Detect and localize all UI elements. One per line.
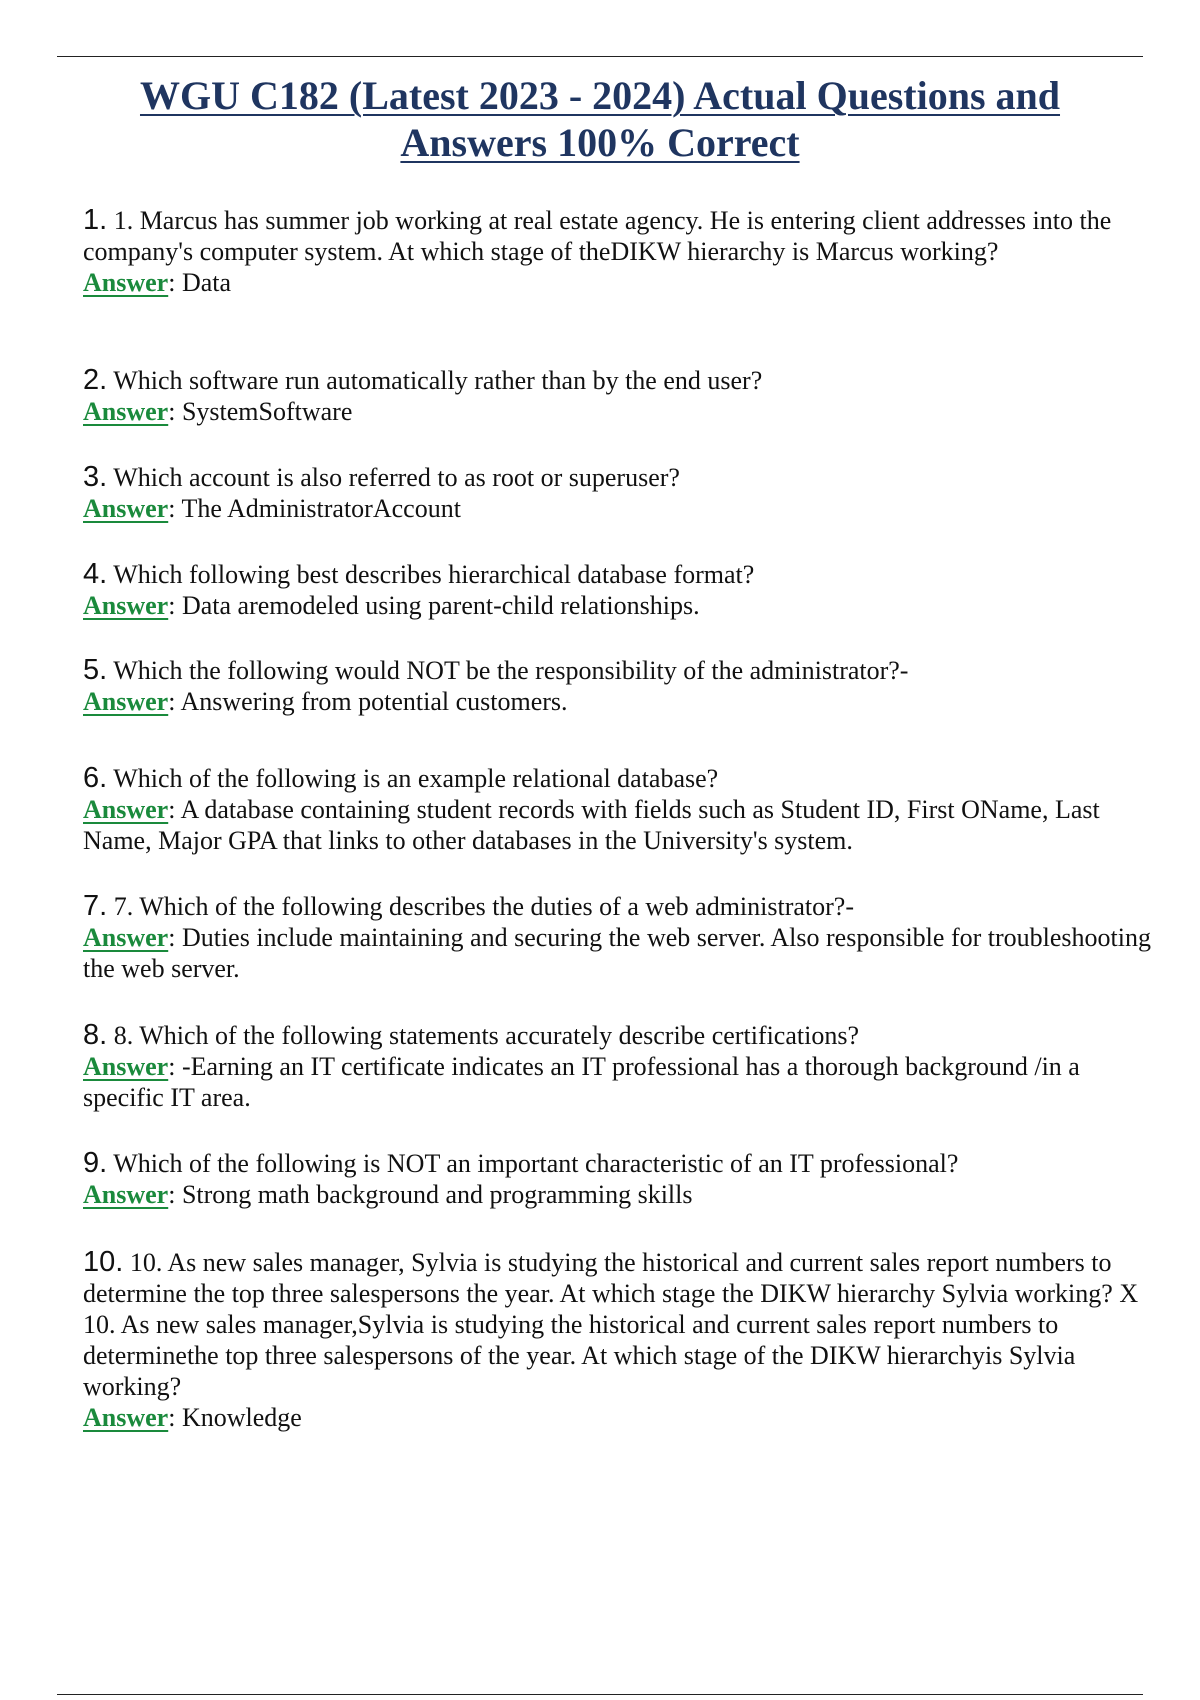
qa-item-3: 3. Which account is also referred to as root or superuser? Answer: The AdministratorAccount <box>83 461 680 523</box>
question-number: 8. <box>83 1019 108 1051</box>
qa-item-1: 1. 1. Marcus has summer job working at real estate agency. He is entering client addresses into the company's computer system. At which stage of theDIKW hierarchy is Marcus working? Answer: Data <box>83 204 1112 297</box>
answer-text: The AdministratorAccount <box>181 494 461 523</box>
answer-label: Answer <box>83 687 169 716</box>
question-text: 7. Which of the following describes the duties of a web administrator?- <box>113 892 855 921</box>
question-number: 1. <box>83 204 108 236</box>
question-number: 9. <box>83 1147 108 1179</box>
answer-text: SystemSoftware <box>181 397 353 426</box>
question-number: 4. <box>83 558 108 590</box>
qa-item-7: 7. 7. Which of the following describes the duties of a web administrator?- Answer: Duties include maintaining and securing the web server. Also responsible for troubleshooting the web server. <box>83 890 1151 983</box>
document-title <box>100 72 1100 166</box>
title-line-1: WGU C182 (Latest 2023 - 2024) Actual Questions and <box>139 73 1061 118</box>
answer-label: Answer <box>83 1403 169 1432</box>
answer-label: Answer <box>83 397 169 426</box>
question-text: Which of the following is an example relational database? <box>113 764 719 793</box>
answer-text: A database containing student records with fields such as Student ID, First OName, Last Name, Major GPA that links to other databases in the University's system. <box>83 795 1100 855</box>
answer-text: Data aremodeled using parent-child relationships. <box>181 591 700 620</box>
answer-text: Strong math background and programming skills <box>181 1180 693 1209</box>
question-number: 2. <box>83 364 108 396</box>
question-number: 3. <box>83 461 108 493</box>
qa-item-9: 9. Which of the following is NOT an important characteristic of an IT professional? Answer: Strong math background and programming skills <box>83 1147 959 1209</box>
question-text: Which the following would NOT be the responsibility of the administrator?- <box>113 656 909 685</box>
qa-item-5: 5. Which the following would NOT be the responsibility of the administrator?- Answer: Answering from potential customers. <box>83 654 909 716</box>
answer-label: Answer <box>83 268 169 297</box>
answer-label: Answer <box>83 1052 169 1081</box>
answer-text: Knowledge <box>181 1403 302 1432</box>
question-text: 10. As new sales manager, Sylvia is studying the historical and current sales report numbers to determine the top three salespersons the year. At which stage the DIKW hierarchy Sylvia working? X 10. As new sales manager,Sylvia is studying the historical and current sales report numbers to determinethe top three salespersons of the year. At which stage of the DIKW hierarchyis Sylvia working? <box>83 1248 1139 1401</box>
qa-item-8: 8. 8. Which of the following statements accurately describe certifications? Answer: -Earning an IT certificate indicates an IT professional has a thorough background /in a specific IT area. <box>83 1019 1080 1112</box>
qa-item-10: 10. 10. As new sales manager, Sylvia is studying the historical and current sales report numbers to determine the top three salespersons the year. At which stage the DIKW hierarchy Sylvia working? X 10. As new sales manager,Sylvia is studying the historical and current sales report numbers to determinethe top three salespersons of the year. At which stage of the DIKW hierarchyis Sylvia working? Answer: Knowledge <box>83 1246 1139 1432</box>
qa-item-2: 2. Which software run automatically rather than by the end user? Answer: SystemSoftware <box>83 364 763 426</box>
question-text: Which of the following is NOT an important characteristic of an IT professional? <box>113 1149 959 1178</box>
question-number: 5. <box>83 654 108 686</box>
answer-label: Answer <box>83 923 169 952</box>
question-text: 1. Marcus has summer job working at real estate agency. He is entering client addresses into the company's computer system. At which stage of theDIKW hierarchy is Marcus working? <box>83 206 1112 266</box>
qa-item-6: 6. Which of the following is an example relational database? Answer: A database containing student records with fields such as Student ID, First OName, Last Name, Major GPA that links to other databases in the University's system. <box>83 762 1100 855</box>
question-text: Which account is also referred to as root or superuser? <box>113 463 680 492</box>
answer-label: Answer <box>83 591 169 620</box>
question-number: 6. <box>83 762 108 794</box>
answer-label: Answer <box>83 494 169 523</box>
question-number: 7. <box>83 890 108 922</box>
question-text: Which following best describes hierarchical database format? <box>113 560 755 589</box>
bottom-rule <box>57 1694 1143 1695</box>
answer-text: -Earning an IT certificate indicates an IT professional has a thorough background /in a specific IT area. <box>83 1052 1080 1112</box>
qa-item-4: 4. Which following best describes hierarchical database format? Answer: Data aremodeled using parent-child relationships. <box>83 558 755 620</box>
answer-text: Duties include maintaining and securing the web server. Also responsible for troubleshooting the web server. <box>83 923 1151 983</box>
top-rule <box>57 56 1143 57</box>
answer-text: Answering from potential customers. <box>180 687 568 716</box>
question-text: 8. Which of the following statements accurately describe certifications? <box>113 1021 859 1050</box>
title-line-2: Answers 100% Correct <box>400 120 800 165</box>
answer-label: Answer <box>83 1180 169 1209</box>
question-number: 10. <box>83 1246 124 1278</box>
question-text: Which software run automatically rather than by the end user? <box>113 366 763 395</box>
answer-text: Data <box>181 268 232 297</box>
answer-label: Answer <box>83 795 169 824</box>
